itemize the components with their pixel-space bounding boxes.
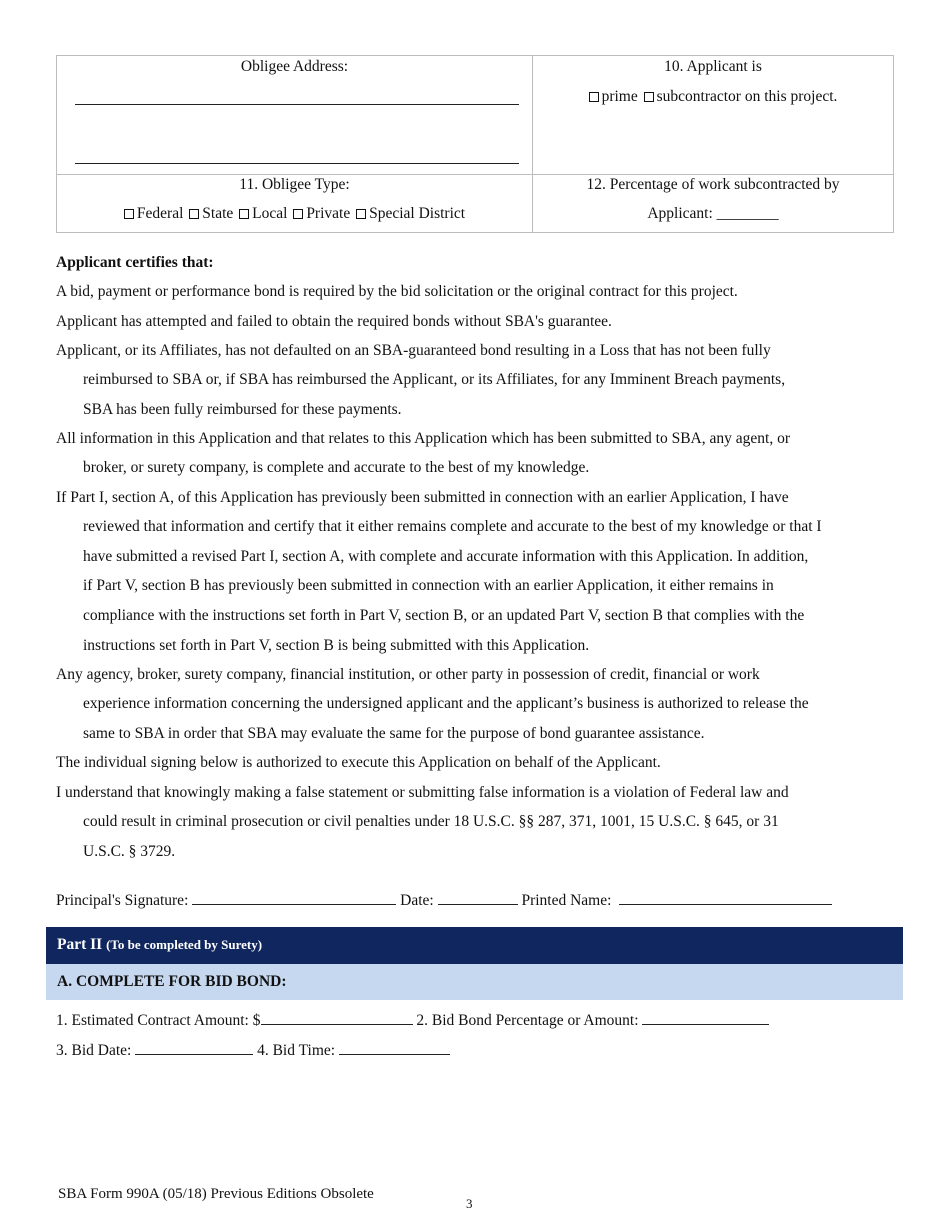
applicant-is-options <box>533 88 893 106</box>
printed-name-field[interactable] <box>619 890 832 905</box>
printed-name-label: Printed Name: <box>521 892 612 909</box>
percentage-label-line2[interactable]: Applicant: ________ <box>647 205 779 222</box>
cert-line: If Part I, section A, of this Application has previously been submitted in connection with an earlier Application, I have <box>56 489 789 506</box>
private-checkbox[interactable] <box>293 209 303 219</box>
part-ii-subtitle: (To be completed by Surety) <box>106 937 263 952</box>
cert-line: could result in criminal prosecution or civil penalties under 18 U.S.C. §§ 287, 371, 1001, 15 U.S.C. § 645, or 31 <box>83 813 779 830</box>
bid-date-field[interactable] <box>135 1040 253 1055</box>
cert-line: broker, or surety company, is complete and accurate to the best of my knowledge. <box>83 459 590 476</box>
estimated-amount-field[interactable] <box>261 1010 413 1025</box>
state-label: State <box>202 205 234 222</box>
principal-signature-label: Principal's Signature: <box>56 892 189 909</box>
cert-line: reimbursed to SBA or, if SBA has reimbursed the Applicant, or its Affiliates, for any Imminent Breach payments, <box>83 371 786 388</box>
obligee-address-cell <box>57 56 533 175</box>
page-number: 3 <box>466 1196 473 1211</box>
bid-bond-row-2 <box>56 1040 450 1060</box>
special-district-checkbox[interactable] <box>356 209 366 219</box>
prime-label: prime <box>601 88 638 105</box>
part-ii-header <box>46 927 903 964</box>
state-checkbox[interactable] <box>189 209 199 219</box>
obligee-type-cell <box>57 175 533 232</box>
percentage-label-line1: 12. Percentage of work subcontracted by <box>586 176 840 193</box>
local-checkbox[interactable] <box>239 209 249 219</box>
bid-bond-pct-label: 2. Bid Bond Percentage or Amount: <box>416 1012 639 1029</box>
bid-time-field[interactable] <box>339 1040 450 1055</box>
special-district-label: Special District <box>369 205 466 222</box>
cert-line: if Part V, section B has previously been submitted in connection with an earlier Application, it either remains in <box>83 577 774 594</box>
estimated-amount-label: 1. Estimated Contract Amount: $ <box>56 1012 261 1029</box>
cert-line: reviewed that information and certify that it either remains complete and accurate to the best of my knowledge or that I <box>83 518 822 535</box>
cert-line: experience information concerning the undersigned applicant and the applicant’s business is authorized to release the <box>83 695 809 712</box>
cert-line: Applicant has attempted and failed to obtain the required bonds without SBA's guarantee. <box>56 313 612 330</box>
applicant-is-label: 10. Applicant is <box>664 58 762 75</box>
percentage-subcontracted-cell <box>533 175 893 232</box>
obligee-address-label: Obligee Address: <box>240 58 349 75</box>
date-label: Date: <box>400 892 434 909</box>
section-a-header: A. COMPLETE FOR BID BOND: <box>46 964 903 1000</box>
prime-checkbox[interactable] <box>589 92 599 102</box>
obligee-address-line-1[interactable] <box>75 104 519 105</box>
bid-bond-pct-field[interactable] <box>642 1010 769 1025</box>
cert-line: The individual signing below is authorized to execute this Application on behalf of the Applicant. <box>56 754 661 771</box>
cert-line: Any agency, broker, surety company, financial institution, or other party in possession of credit, financial or work <box>56 666 760 683</box>
bid-time-label: 4. Bid Time: <box>257 1042 336 1059</box>
cert-line: Applicant, or its Affiliates, has not defaulted on an SBA-guaranteed bond resulting in a Loss that has not been fully <box>56 342 771 359</box>
obligee-type-options <box>57 205 532 223</box>
form-footer: SBA Form 990A (05/18) Previous Editions Obsolete <box>58 1186 374 1202</box>
cert-line: A bid, payment or performance bond is required by the bid solicitation or the original contract for this project. <box>56 283 738 300</box>
cert-line: I understand that knowingly making a false statement or submitting false information is a violation of Federal law and <box>56 784 789 801</box>
bid-bond-row-1 <box>56 1010 769 1030</box>
federal-label: Federal <box>136 205 184 222</box>
subcontractor-checkbox[interactable] <box>644 92 654 102</box>
part-ii-title: Part II <box>57 936 103 953</box>
obligee-address-line-2[interactable] <box>75 163 519 164</box>
cert-line: compliance with the instructions set forth in Part V, section B, or an updated Part V, section B that complies with the <box>83 607 805 624</box>
cert-line: instructions set forth in Part V, section B is being submitted with this Application. <box>83 637 590 654</box>
federal-checkbox[interactable] <box>124 209 134 219</box>
cert-line: U.S.C. § 3729. <box>83 843 176 860</box>
cert-line: SBA has been fully reimbursed for these payments. <box>83 401 402 418</box>
local-label: Local <box>252 205 288 222</box>
cert-line: All information in this Application and that relates to this Application which has been submitted to SBA, any agent, or <box>56 430 790 447</box>
principal-signature-field[interactable] <box>192 890 396 905</box>
date-field[interactable] <box>438 890 518 905</box>
cert-line: have submitted a revised Part I, section A, with complete and accurate information with this Application. In addition, <box>83 548 809 565</box>
bid-date-label: 3. Bid Date: <box>56 1042 132 1059</box>
subcontractor-label: subcontractor on this project. <box>656 88 838 105</box>
certification-heading: Applicant certifies that: <box>56 254 214 271</box>
cert-line: same to SBA in order that SBA may evaluate the same for the purpose of bond guarantee assistance. <box>83 725 705 742</box>
signature-row <box>56 890 832 910</box>
obligee-applicant-table <box>56 55 894 233</box>
applicant-is-cell <box>533 56 893 175</box>
obligee-type-label: 11. Obligee Type: <box>239 176 350 193</box>
private-label: Private <box>306 205 351 222</box>
